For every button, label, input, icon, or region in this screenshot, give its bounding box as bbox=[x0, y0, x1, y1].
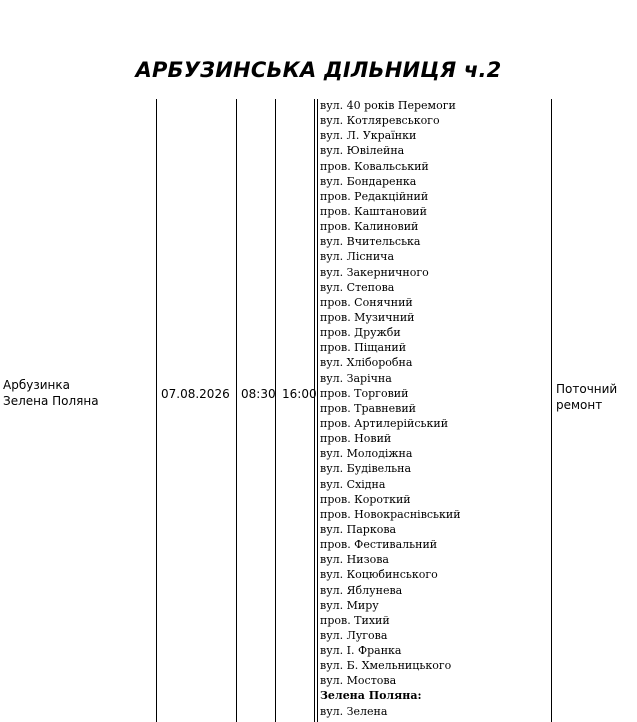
street-item: пров. Дружби bbox=[320, 326, 401, 340]
street-item: вул. Лугова bbox=[320, 628, 388, 642]
column-divider bbox=[551, 99, 552, 722]
work-type-text: ремонт bbox=[556, 398, 603, 412]
work-type-text: Поточний bbox=[556, 382, 618, 396]
settlement-name: Арбузинка bbox=[3, 378, 70, 392]
street-item: вул. Лісничa bbox=[320, 250, 394, 264]
settlement-name: Зелена Поляна bbox=[3, 394, 99, 408]
street-item: вул. Степова bbox=[320, 280, 395, 294]
street-item: вул. Паркова bbox=[320, 522, 397, 536]
street-item: пров. Редакційний bbox=[320, 189, 429, 203]
street-item: пров. Сонячний bbox=[320, 295, 413, 309]
street-item: вул. Вчительська bbox=[320, 235, 421, 249]
street-item: вул. Будівельна bbox=[320, 462, 412, 476]
street-item: вул. Низова bbox=[320, 553, 389, 567]
street-item: вул. Східна bbox=[320, 477, 386, 491]
street-item: вул. Л. Українки bbox=[320, 129, 417, 143]
outage-date: 07.08.2026 bbox=[161, 387, 230, 401]
street-item: пров. Музичний bbox=[320, 310, 415, 324]
street-item: вул. Коцюбинського bbox=[320, 568, 438, 582]
street-item: вул. Бондаренка bbox=[320, 174, 417, 188]
column-divider bbox=[236, 99, 237, 722]
street-item: пров. Артилерійський bbox=[320, 416, 449, 430]
street-item: вул. 40 років Перемоги bbox=[320, 99, 456, 112]
street-item: вул. Мостова bbox=[320, 674, 397, 688]
end-time: 16:00 bbox=[282, 387, 317, 401]
street-item: пров. Короткий bbox=[320, 492, 411, 506]
page-title: АРБУЗИНСЬКА ДІЛЬНИЦЯ ч.2 bbox=[135, 58, 502, 82]
column-divider bbox=[314, 99, 318, 722]
street-item: вул. Хліборобна bbox=[320, 356, 413, 370]
street-item: пров. Фестивальний bbox=[320, 538, 438, 552]
street-item: вул. Миру bbox=[320, 598, 379, 612]
street-item: пров. Калиновий bbox=[320, 220, 419, 234]
start-time: 08:30 bbox=[241, 387, 276, 401]
street-item: вул. Ювілейна bbox=[320, 144, 405, 158]
street-item: вул. Молодіжна bbox=[320, 447, 413, 461]
street-item: пров. Травневий bbox=[320, 401, 417, 415]
column-divider bbox=[275, 99, 276, 722]
street-item: вул. Зелена bbox=[320, 704, 388, 718]
street-item: вул. Б. Хмельницького bbox=[320, 659, 452, 673]
street-item: пров. Піщаний bbox=[320, 341, 407, 355]
settlement-cell bbox=[3, 377, 153, 409]
street-group-heading: Зелена Поляна: bbox=[320, 689, 422, 703]
street-item: пров. Тихий bbox=[320, 613, 390, 627]
work-type-cell bbox=[556, 381, 634, 413]
street-list bbox=[320, 98, 548, 719]
column-divider bbox=[156, 99, 157, 722]
street-item: пров. Каштановий bbox=[320, 204, 427, 218]
street-item: пров. Новий bbox=[320, 432, 392, 446]
street-item: вул. Закерничного bbox=[320, 265, 429, 279]
street-item: пров. Ковальський bbox=[320, 159, 429, 173]
street-item: пров. Новокраснівський bbox=[320, 507, 461, 521]
street-item: вул. Зарічна bbox=[320, 371, 392, 385]
street-item: вул. Яблунева bbox=[320, 583, 403, 597]
street-item: вул. Котляревського bbox=[320, 114, 440, 128]
street-item: пров. Торговий bbox=[320, 386, 409, 400]
street-item: вул. І. Франка bbox=[320, 644, 402, 658]
